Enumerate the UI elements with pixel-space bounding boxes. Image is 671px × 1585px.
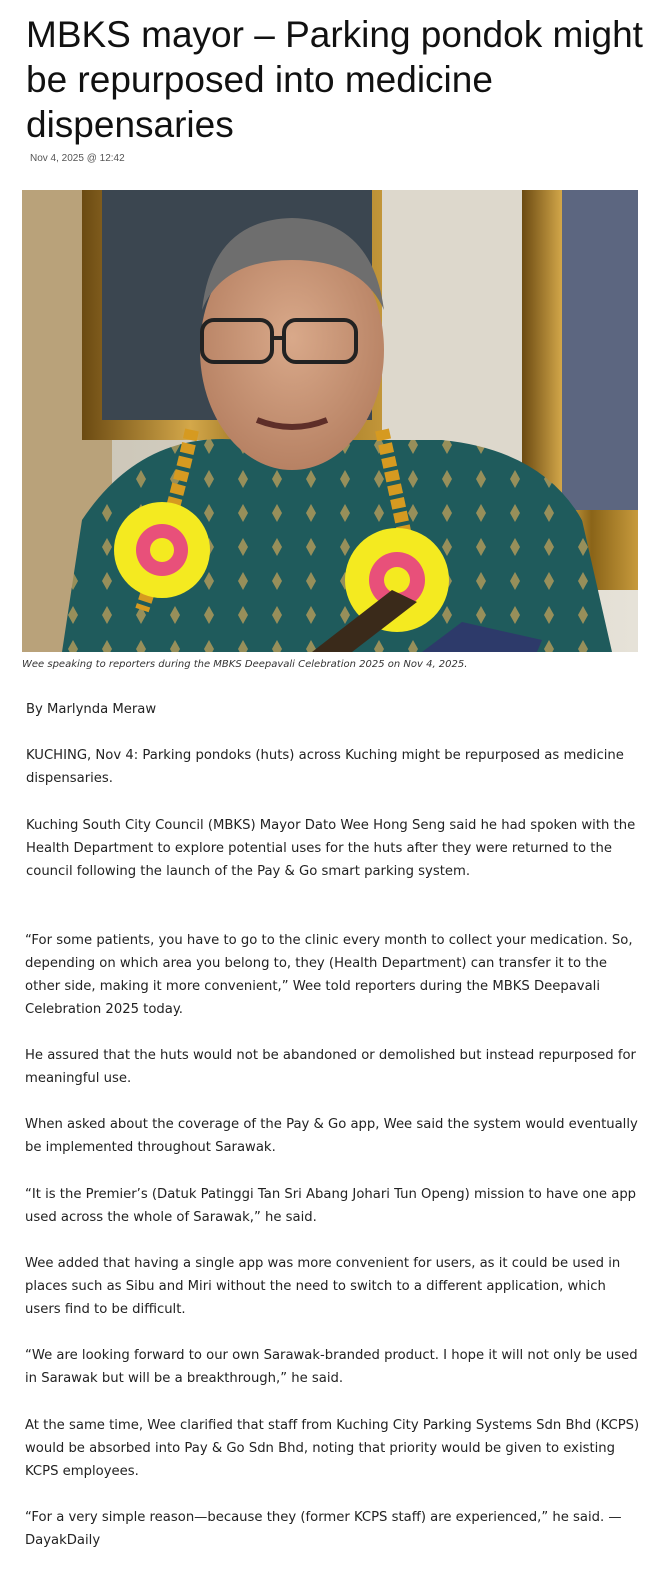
article-title: MBKS mayor – Parking pondok might be repurposed into medicine dispensaries <box>26 14 643 145</box>
article-paragraph: When asked about the coverage of the Pay & Go app, Wee said the system would eventually be implemented throughout Sarawak. <box>25 1117 638 1155</box>
article-paragraph: Wee added that having a single app was more convenient for users, as it could be used in places such as Sibu and Miri without the need to switch to a different application, which users find to be difficult. <box>25 1256 621 1317</box>
article-date: Nov 4, 2025 @ 12:42 <box>30 153 125 164</box>
article-paragraph: At the same time, Wee clarified that staff from Kuching City Parking Systems Sdn Bhd (KCPS) would be absorbed into Pay & Go Sdn Bhd, noting that priority would be given to existing KCPS employees. <box>25 1418 640 1479</box>
article-paragraph: “We are looking forward to our own Sarawak-branded product. I hope it will not only be used in Sarawak but will be a breakthrough,” he said. <box>25 1348 638 1386</box>
article-paragraph: KUCHING, Nov 4: Parking pondoks (huts) across Kuching might be repurposed as medicine dispensaries. <box>26 748 624 786</box>
article-paragraph: He assured that the huts would not be abandoned or demolished but instead repurposed for meaningful use. <box>25 1048 636 1086</box>
article-paragraph: “For a very simple reason—because they (former KCPS staff) are experienced,” he said. — DayakDaily <box>25 1510 622 1548</box>
article-paragraph: “It is the Premier’s (Datuk Patinggi Tan Sri Abang Johari Tun Openg) mission to have one app used across the whole of Sarawak,” he said. <box>25 1187 637 1225</box>
article-paragraph: Kuching South City Council (MBKS) Mayor Dato Wee Hong Seng said he had spoken with the Health Department to explore potential uses for the huts after they were returned to the council following the launch of the Pay & Go smart parking system. <box>26 818 636 879</box>
byline: By Marlynda Meraw <box>26 702 157 717</box>
article-paragraph: “For some patients, you have to go to the clinic every month to collect your medication. So, depending on which area you belong to, they (Health Department) can transfer it to the other side, making it more convenient,” Wee told reporters during the MBKS Deepavali Celebration 2025 today. <box>25 933 633 1017</box>
article-photo <box>22 190 638 652</box>
photo-caption: Wee speaking to reporters during the MBKS Deepavali Celebration 2025 on Nov 4, 2025. <box>22 659 468 670</box>
